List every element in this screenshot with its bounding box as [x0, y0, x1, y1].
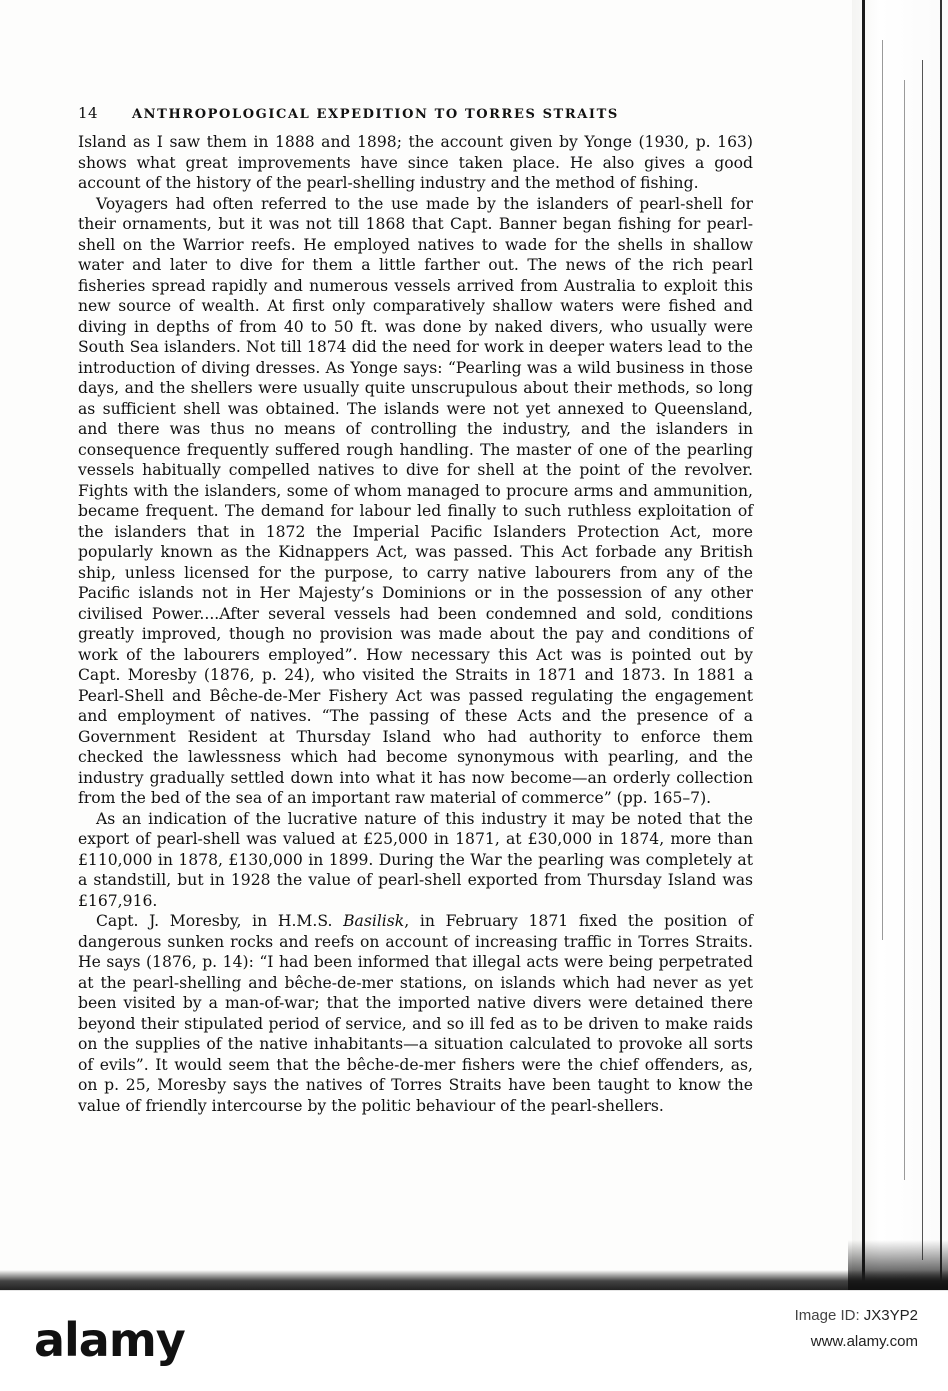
gutter-edge-line: [862, 0, 865, 1290]
gutter-edge-line: [922, 60, 923, 1260]
gutter-faint-line: [904, 80, 905, 1180]
binding-gutter: [852, 0, 948, 1290]
image-id-label: Image ID:: [794, 1307, 864, 1324]
watermark-footer: [0, 1290, 948, 1391]
running-title: ANTHROPOLOGICAL EXPEDITION TO TORRES STRAITS: [132, 107, 619, 122]
paragraph-2: Voyagers had often referred to the use made by the islanders of pearl-shell for their ornaments, but it was not till 1868 that Capt. Banner began fishing for pearl-shell on the Warrior reefs. He employed natives to wade for the shells in shallow water and later to dive for them a little farther out. The news of the rich pearl fisheries spread rapidly and numerous vessels arrived from Australia to exploit this new source of wealth. At first only comparatively shallow waters were fished and diving in depths of from 40 to 50 ft. was done by naked divers, who usually were South Sea islanders. Not till 1874 did the need for work in deeper waters lead to the introduction of diving dresses. As Yonge says: “Pearling was a wild business in those days, and the shellers were usually quite unscrupulous about their methods, so long as sufficient shell was obtained. The islands were not yet annexed to Queensland, and there was thus no means of controlling the industry, and the islanders in consequence frequently suffered rough handling. The master of one of the pearling vessels habitually compelled natives to dive for shell at the point of the revolver. Fights with the islanders, some of whom managed to procure arms and ammunition, became frequent. The demand for labour led finally to such ruthless exploitation of the islanders that in 1872 the Imperial Pacific Islanders Protection Act, more popularly known as the Kidnappers Act, was passed. This Act forbade any British ship, unless licensed for the purpose, to carry native labourers from any of the Pacific islands not in Her Majesty’s Dominions or in the possession of any other civilised Power....After several vessels had been condemned and sold, conditions greatly improved, though no provision was made about the pay and conditions of work of the labourers employed”. How necessary this Act was is pointed out by Capt. Moresby (1876, p. 24), who visited the Straits in 1871 and 1873. In 1881 a Pearl-Shell and Bêche-de-Mer Fishery Act was passed regulating the engagement and employment of natives. “The passing of these Acts and the presence of a Government Resident at Thursday Island who had authority to enforce them checked the lawlessness which had become synonymous with pearling, and the industry gradually settled down into what it has now become—an orderly collection from the bed of the sea of an important raw material of commerce” (pp. 165–7).: [78, 194, 753, 807]
ship-name: Basilisk: [343, 912, 405, 930]
paragraph-4: [78, 911, 753, 1116]
gutter-edge-line: [940, 0, 942, 1290]
page-header: [78, 104, 778, 122]
site-url: www.alamy.com: [810, 1333, 918, 1350]
paragraph-3: As an indication of the lucrative nature of this industry it may be noted that the export of pearl-shell was valued at £25,000 in 1871, at £30,000 in 1874, more than £110,000 in 1878, £130,000 in 1899. During the War the pearling was completely at a standstill, but in 1928 the value of pearl-shell exported from Thursday Island was £167,916.: [78, 809, 753, 910]
paragraph-4-part-2: , in February 1871 fixed the position of dangerous sunken rocks and reefs on account of increasing traffic in Torres Straits. He says (1876, p. 14): “I had been informed that illegal acts were being perpetrated at the pearl-shelling and bêche-de-mer stations, on islands which had never as yet been visited by a man-of-war; that the imported native divers were detained there beyond their stipulated period of service, and so ill fed as to be driven to make raids on the supplies of the native inhabitants—a situation calculated to provoke all sorts of evils”. It would seem that the bêche-de-mer fishers were the chief offenders, as, on p. 25, Moresby says the natives of Torres Straits have been taught to know the value of friendly intercourse by the politic behaviour of the pearl-shellers.: [78, 912, 753, 1115]
gutter-faint-line: [882, 40, 883, 940]
paragraph-1: Island as I saw them in 1888 and 1898; the account given by Yonge (1930, p. 163) shows what great improvements have since taken place. He also gives a good account of the history of the pearl-shelling industry and the method of fishing.: [78, 133, 753, 192]
scan-bottom-shadow: [0, 1270, 948, 1290]
image-id-block: [795, 1305, 918, 1353]
paragraph-4-part-1: Capt. J. Moresby, in H.M.S.: [96, 912, 344, 930]
page-number: 14: [78, 104, 99, 122]
brand-logo: alamy: [34, 1313, 185, 1367]
body-text: [78, 132, 753, 1116]
image-id-value: JX3YP2: [863, 1307, 918, 1324]
scan-corner-shadow: [848, 1240, 948, 1290]
